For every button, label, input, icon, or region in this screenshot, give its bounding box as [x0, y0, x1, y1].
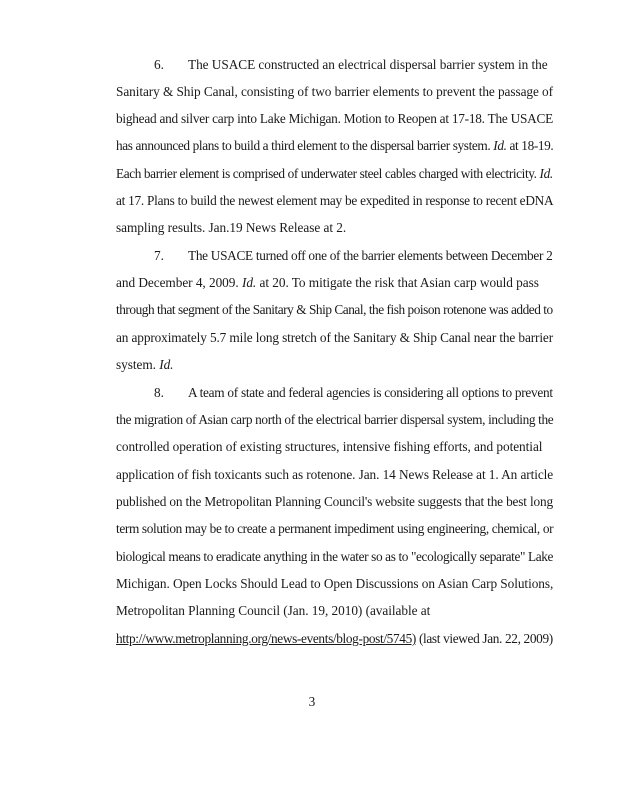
paragraph-8-line-10: [116, 631, 553, 647]
id-citation: Id.: [241, 275, 257, 290]
paragraph-6-line-6: at 17. Plans to build the newest element may be expedited in response to recent eDNA: [116, 193, 554, 208]
paragraph-6-line-4-text: has announced plans to build a third element to the dispersal barrier system.: [116, 138, 491, 153]
paragraph-6-line-2: Sanitary & Ship Canal, consisting of two barrier elements to prevent the passage of: [116, 84, 553, 99]
id-citation: Id.: [159, 357, 174, 372]
last-viewed-note: (last viewed Jan. 22, 2009): [418, 631, 553, 646]
paragraph-8-line-9: Metropolitan Planning Council (Jan. 19, 2010) (available at: [116, 603, 431, 618]
paragraph-7-line-3: through that segment of the Sanitary & Ship Canal, the fish poison rotenone was added to: [116, 302, 553, 317]
paragraph-7-line-4: an approximately 5.7 mile long stretch of the Sanitary & Ship Canal near the barrier: [116, 330, 553, 345]
paragraph-7-line-2: [116, 275, 539, 291]
paragraph-6-line-5-text: Each barrier element is comprised of underwater steel cables charged with electricity.: [116, 166, 537, 181]
paragraph-7-line-5-text: system.: [116, 357, 156, 372]
paragraph-8-line-8: Michigan. Open Locks Should Lead to Open Discussions on Asian Carp Solutions,: [116, 576, 554, 591]
paragraph-8-line-2: the migration of Asian carp north of the electrical barrier dispersal system, including the: [116, 412, 554, 427]
paragraph-6-line-4-tail: at 18-19.: [509, 138, 554, 153]
paragraph-8-line-7: biological means to eradicate anything in the water so as to "ecologically separate" Lake: [116, 549, 554, 564]
paragraph-6-line-4: [116, 138, 553, 154]
paragraph-7-line-2-tail: at 20. To mitigate the risk that Asian carp would pass: [259, 275, 539, 290]
paragraph-6-line-3: bighead and silver carp into Lake Michigan. Motion to Reopen at 17-18. The USACE: [116, 111, 553, 126]
paragraph-number-6: 6.: [154, 57, 164, 72]
paragraph-number-7: 7.: [154, 248, 164, 263]
paragraph-6-line-1: The USACE constructed an electrical dispersal barrier system in the: [188, 57, 548, 72]
paragraph-8-line-5: published on the Metropolitan Planning Council's website suggests that the best long: [116, 494, 553, 509]
paragraph-number-8: 8.: [154, 385, 164, 400]
paragraph-8-line-3: controlled operation of existing structures, intensive fishing efforts, and potential: [116, 439, 543, 454]
paragraph-8-line-4: application of fish toxicants such as rotenone. Jan. 14 News Release at 1. An article: [116, 467, 554, 482]
paragraph-7-line-5: [116, 357, 173, 373]
paragraph-6-line-7: sampling results. Jan.19 News Release at 2.: [116, 220, 347, 235]
id-citation: Id.: [539, 166, 553, 181]
id-citation: Id.: [493, 138, 507, 153]
paragraph-7-line-2-text: and December 4, 2009.: [116, 275, 239, 290]
paragraph-8-line-6: term solution may be to create a permanent impediment using engineering, chemical, or: [116, 521, 554, 536]
source-url-link[interactable]: http://www.metroplanning.org/news-events/blog-post/5745): [116, 631, 416, 646]
page-number: 3: [308, 694, 316, 709]
paragraph-6-line-5: [116, 166, 553, 182]
paragraph-8-line-1: A team of state and federal agencies is considering all options to prevent: [188, 385, 553, 400]
paragraph-7-line-1: The USACE turned off one of the barrier elements between December 2: [188, 248, 553, 263]
